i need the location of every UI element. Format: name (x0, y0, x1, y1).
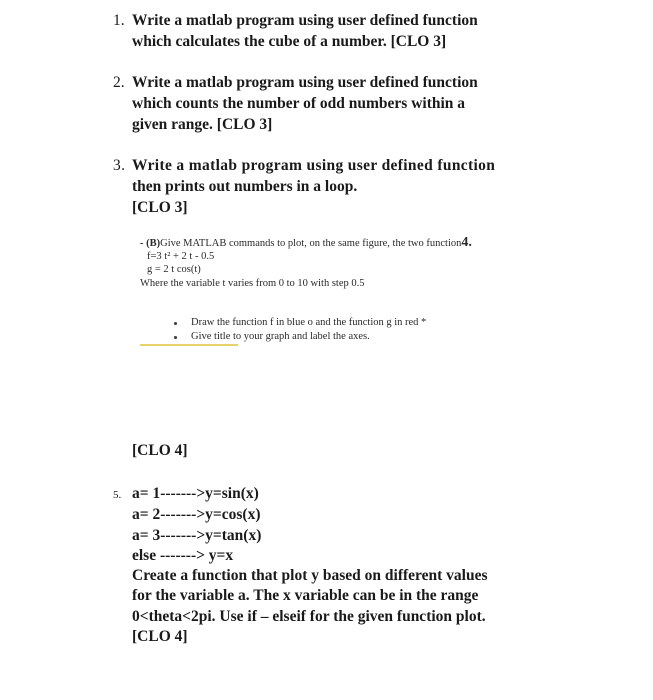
question-3-number: 3. (113, 157, 126, 174)
equation-f: f=3 t² + 2 t - 0.5 (147, 251, 215, 262)
question-1-line-1: 1. Write a matlab program using user defined function (113, 12, 478, 29)
question-1 (113, 10, 478, 52)
equation-g: g = 2 t cos(t) (147, 264, 201, 275)
question-5-line-1: 5. a= 1------->y=sin(x) (113, 485, 259, 502)
question-5-line-5: Create a function that plot y based on different values (132, 567, 488, 585)
question-1-number: 1. (113, 12, 125, 29)
question-3-line-2: then prints out numbers in a loop. (132, 178, 358, 195)
question-3-line-3: [CLO 3] (132, 199, 188, 216)
question-5-line-8: [CLO 4] (132, 628, 188, 646)
question-1-line-2: which calculates the cube of a number. [CLO 3] (132, 33, 447, 50)
question-2 (113, 72, 478, 135)
highlight-underline (140, 344, 238, 346)
part-b-block (140, 236, 472, 290)
question-2-line-1: 2. Write a matlab program using user defined function (113, 74, 478, 91)
question-5-line-2: a= 2------->y=cos(x) (132, 506, 261, 524)
question-5-line-7: 0<theta<2pi. Use if – elseif for the given function plot. (132, 607, 486, 625)
clo-4-label: [CLO 4] (132, 442, 188, 459)
part-b-intro: - (B)Give MATLAB commands to plot, on the same figure, the two function4. (140, 235, 472, 250)
question-5 (113, 484, 488, 647)
question-2-line-2: which counts the number of odd numbers within a (132, 95, 466, 112)
part-b-prefix: - (B) (140, 238, 161, 249)
question-2-line-3: given range. [CLO 3] (132, 116, 273, 133)
bullet-dot-icon (174, 336, 177, 339)
question-2-number: 2. (113, 74, 125, 91)
question-3-line-1: 3. Write a matlab program using user defined function (113, 157, 496, 174)
part-b-marker: 4. (461, 235, 472, 250)
question-5-line-3: a= 3------->y=tan(x) (132, 526, 262, 544)
bullet-item: Give title to your graph and label the axes. (140, 330, 426, 344)
question-3 (113, 155, 495, 218)
bullet-dot-icon (174, 322, 177, 325)
question-5-line-4: else -------> y=x (132, 546, 234, 564)
question-5-number: 5. (113, 489, 122, 501)
variable-range-note: Where the variable t varies from 0 to 10 with step 0.5 (140, 278, 365, 289)
question-5-line-6: for the variable a. The x variable can be in the range (132, 587, 479, 605)
bullet-item: Draw the function f in blue o and the function g in red * (140, 316, 426, 330)
part-b-bullets (140, 316, 426, 344)
